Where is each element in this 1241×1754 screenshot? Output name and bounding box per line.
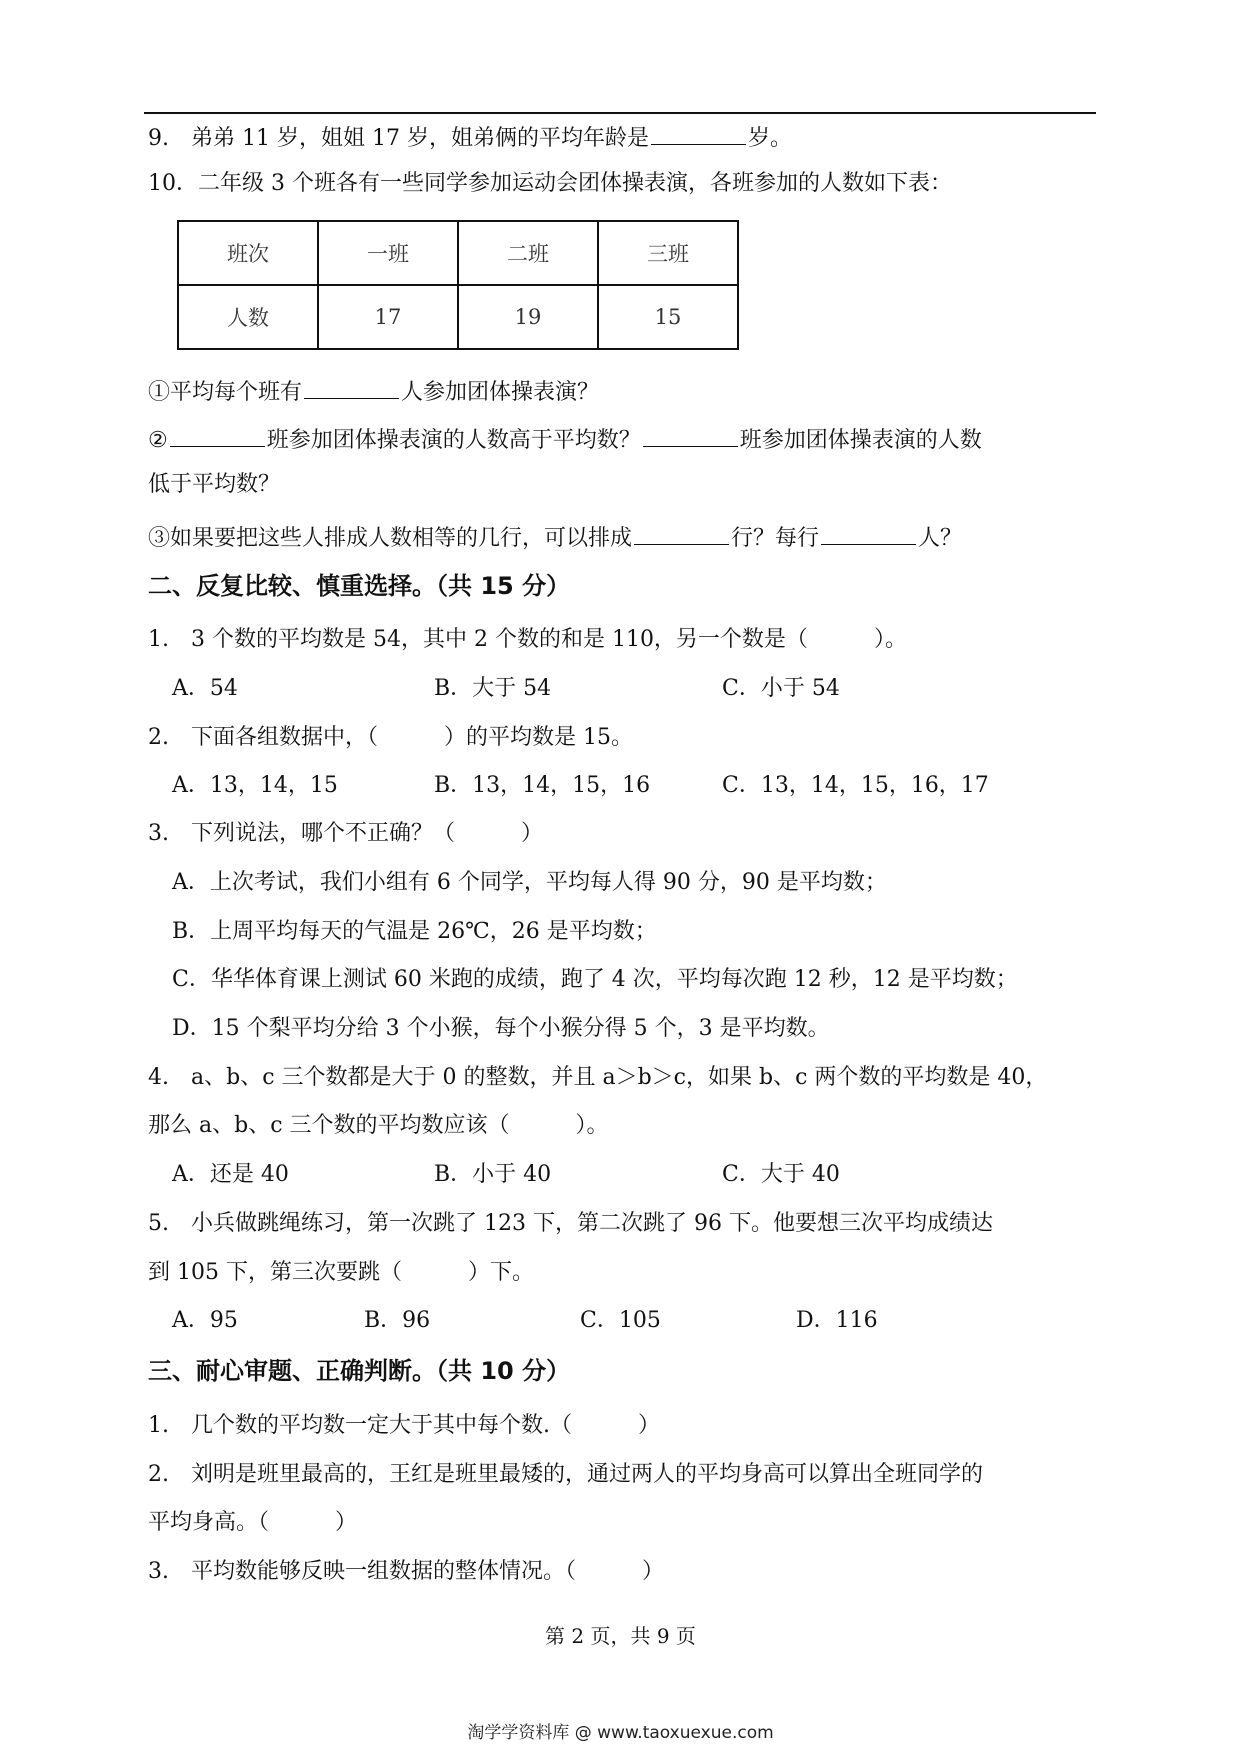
option-b[interactable]: B．大于 54 [434, 676, 552, 701]
header-rule [144, 112, 1096, 114]
section-2-title: 二、反复比较、慎重选择。（共 15 分） [148, 572, 571, 600]
option-c[interactable]: C．小于 54 [722, 676, 840, 701]
s2-question-3: 3. 下列说法，哪个不正确？（ ） [148, 821, 543, 846]
option-b[interactable]: B．96 [364, 1308, 431, 1333]
table-header-row [178, 221, 738, 285]
option-a[interactable]: A．54 [172, 676, 238, 701]
table-cell: 班次 [178, 221, 318, 285]
page-number: 第 2 页，共 9 页 [545, 1624, 696, 1648]
sub2-marker: ② [148, 428, 168, 453]
question-10-sub3 [148, 518, 962, 555]
section-3-title: 三、耐心审题、正确判断。（共 10 分） [148, 1357, 571, 1385]
option-b[interactable]: B．13，14，15，16 [434, 773, 651, 798]
s3-question-2-cont: 平均身高。（ ） [148, 1510, 358, 1535]
table-cell: 人数 [178, 285, 318, 349]
table-cell: 19 [458, 285, 598, 349]
sub3-text2: 行？每行 [731, 526, 820, 551]
sub1-suffix: 人参加团体操表演？ [401, 380, 600, 405]
option-d[interactable]: D．15 个梨平均分给 3 个小猴，每个小猴分得 5 个，3 是平均数。 [172, 1016, 830, 1041]
watermark: 淘学学资料库 @ www.taoxuexue.com [467, 1723, 774, 1743]
s3-question-3: 3. 平均数能够反映一组数据的整体情况。（ ） [148, 1559, 664, 1584]
q9-text: 9. 弟弟 11 岁，姐姐 17 岁，姐弟俩的平均年龄是 [148, 126, 649, 151]
question-10-sub2-cont: 低于平均数？ [148, 472, 281, 497]
question-10-intro: 10．二年级 3 个班各有一些同学参加运动会团体操表演，各班参加的人数如下表： [148, 171, 952, 196]
option-c[interactable]: C．华华体育课上测试 60 米跑的成绩，跑了 4 次，平均每次跑 12 秒，12 是平均数； [172, 967, 1018, 992]
option-b[interactable]: B．上周平均每天的气温是 26℃，26 是平均数； [172, 919, 657, 944]
answer-blank[interactable] [170, 420, 265, 447]
option-c[interactable]: C．105 [580, 1308, 661, 1333]
table-cell: 三班 [598, 221, 738, 285]
table-cell: 一班 [318, 221, 458, 285]
s2-question-1: 1. 3 个数的平均数是 54，其中 2 个数的和是 110，另一个数是（ ）。 [148, 627, 907, 652]
option-a[interactable]: A．13，14，15 [172, 773, 338, 798]
option-a[interactable]: A．上次考试，我们小组有 6 个同学，平均每人得 90 分，90 是平均数； [172, 870, 887, 895]
sub3-suffix: 人？ [918, 526, 963, 551]
answer-blank[interactable] [304, 372, 399, 399]
table-cell: 15 [598, 285, 738, 349]
class-count-table [177, 220, 739, 350]
s2-question-5-cont: 到 105 下，第三次要跳（ ）下。 [148, 1260, 534, 1285]
option-a[interactable]: A．95 [172, 1308, 238, 1333]
answer-blank[interactable] [643, 420, 738, 447]
s2-question-4: 4. a、b、c 三个数都是大于 0 的整数，并且 a＞b＞c，如果 b、c 两个数的平均数是 40， [148, 1065, 1048, 1090]
question-10-sub2 [148, 420, 982, 457]
s2-question-2: 2. 下面各组数据中，（ ）的平均数是 15。 [148, 725, 633, 750]
answer-blank[interactable] [651, 118, 746, 145]
option-b[interactable]: B．小于 40 [434, 1162, 552, 1187]
sub2-text: 班参加团体操表演的人数高于平均数？ [266, 428, 641, 453]
sub2-text2: 班参加团体操表演的人数 [739, 428, 982, 453]
sub1-text: ①平均每个班有 [148, 380, 303, 405]
s2-question-5: 5. 小兵做跳绳练习，第一次跳了 123 下，第二次跳了 96 下。他要想三次平均成绩达 [148, 1211, 993, 1236]
sub3-text: ③如果要把这些人排成人数相等的几行，可以排成 [148, 526, 633, 551]
answer-blank[interactable] [821, 518, 916, 545]
option-c[interactable]: C．13，14，15，16，17 [722, 773, 989, 798]
s3-question-2: 2. 刘明是班里最高的，王红是班里最矮的，通过两人的平均身高可以算出全班同学的 [148, 1462, 983, 1487]
option-d[interactable]: D．116 [796, 1308, 878, 1333]
table-row [178, 285, 738, 349]
question-9 [148, 118, 792, 155]
question-10-sub1 [148, 372, 599, 409]
s2-question-4-cont: 那么 a、b、c 三个数的平均数应该（ ）。 [148, 1113, 609, 1138]
option-a[interactable]: A．还是 40 [172, 1162, 289, 1187]
s3-question-1: 1. 几个数的平均数一定大于其中每个数.（ ） [148, 1413, 660, 1438]
answer-blank[interactable] [634, 518, 729, 545]
option-c[interactable]: C．大于 40 [722, 1162, 840, 1187]
q9-suffix: 岁。 [747, 126, 792, 151]
table-cell: 17 [318, 285, 458, 349]
table-cell: 二班 [458, 221, 598, 285]
